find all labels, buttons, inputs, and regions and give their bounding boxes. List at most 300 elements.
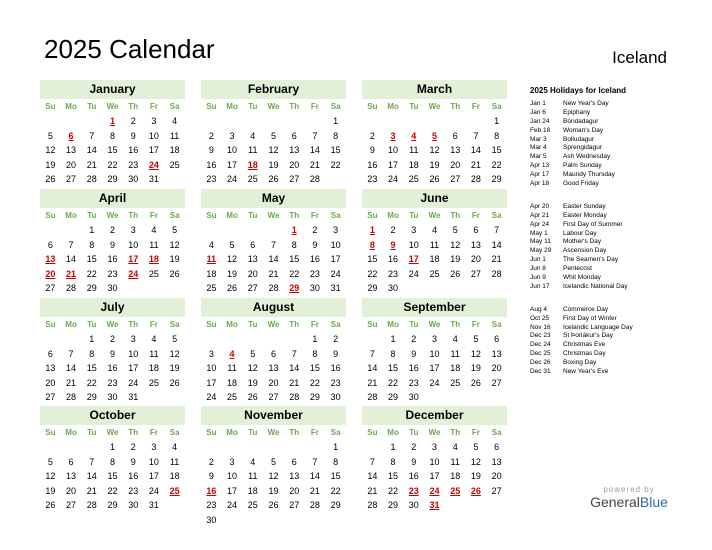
day-cell: 3 bbox=[411, 225, 417, 235]
holiday-date: Apr 21 bbox=[530, 211, 550, 219]
holiday-row bbox=[530, 324, 700, 333]
empty-cell bbox=[242, 440, 263, 455]
day-cell: 9 bbox=[312, 239, 318, 250]
day-cell: 13 bbox=[247, 254, 258, 264]
day-cell: 16 bbox=[107, 363, 118, 373]
weekday-label: Tu bbox=[248, 320, 258, 329]
weekday-label: Mo bbox=[226, 320, 238, 329]
weekday-label: Tu bbox=[409, 320, 419, 329]
day-cell: 4 bbox=[151, 334, 157, 344]
day-cell: 26 bbox=[227, 283, 238, 293]
day-cell: 25 bbox=[206, 283, 217, 293]
day-cell: 1 bbox=[89, 225, 95, 235]
day-cell: 23 bbox=[408, 377, 419, 388]
day-cell: 14 bbox=[309, 145, 320, 155]
day-cell: 26 bbox=[169, 377, 180, 388]
holiday-day-cell: 1 bbox=[291, 225, 297, 235]
day-cell: 21 bbox=[309, 485, 320, 496]
day-cell: 2 bbox=[130, 116, 136, 126]
day-cell: 27 bbox=[491, 377, 502, 388]
day-cell: 16 bbox=[408, 471, 419, 481]
month-header: October bbox=[40, 406, 185, 425]
weekday-label: Tu bbox=[248, 102, 258, 111]
day-cell: 28 bbox=[66, 392, 77, 402]
day-cell: 28 bbox=[86, 174, 97, 184]
day-cell: 29 bbox=[107, 500, 118, 510]
day-cell: 12 bbox=[429, 145, 440, 155]
day-cell: 16 bbox=[107, 254, 118, 264]
day-cell: 24 bbox=[330, 268, 341, 279]
day-cell: 25 bbox=[408, 174, 419, 184]
day-cell: 5 bbox=[270, 456, 276, 467]
day-cell: 15 bbox=[107, 145, 118, 155]
day-cell: 6 bbox=[291, 130, 297, 141]
day-cell: 6 bbox=[473, 225, 479, 235]
holiday-row bbox=[530, 256, 700, 265]
day-cell: 12 bbox=[268, 471, 279, 481]
day-cell: 9 bbox=[411, 456, 417, 467]
day-cell: 25 bbox=[247, 500, 258, 510]
day-cell: 22 bbox=[86, 377, 97, 388]
weekday-label: Su bbox=[45, 102, 56, 111]
day-cell: 8 bbox=[333, 130, 339, 141]
day-cell: 8 bbox=[390, 348, 396, 359]
day-cell: 23 bbox=[107, 268, 118, 279]
holiday-row bbox=[530, 153, 700, 162]
day-cell: 3 bbox=[229, 456, 235, 467]
day-cell: 3 bbox=[431, 334, 437, 344]
holiday-name: Boxing Day bbox=[563, 359, 597, 367]
empty-cell bbox=[81, 440, 102, 455]
month-grid bbox=[362, 99, 507, 201]
day-cell: 14 bbox=[309, 471, 320, 481]
day-cell: 26 bbox=[45, 174, 56, 184]
day-cell: 14 bbox=[86, 145, 97, 155]
day-cell: 10 bbox=[148, 130, 159, 141]
day-cell: 1 bbox=[312, 334, 318, 344]
day-cell: 26 bbox=[268, 174, 279, 184]
weekday-label: Mo bbox=[387, 320, 399, 329]
holiday-row bbox=[530, 247, 700, 256]
day-cell: 11 bbox=[248, 145, 258, 155]
holiday-date: Apr 24 bbox=[530, 220, 550, 228]
empty-cell bbox=[61, 114, 82, 129]
empty-cell bbox=[284, 114, 305, 129]
day-cell: 20 bbox=[289, 159, 300, 170]
holiday-name: The Seamen's Day bbox=[563, 256, 619, 264]
day-cell: 18 bbox=[247, 485, 258, 496]
day-cell: 28 bbox=[268, 283, 279, 293]
weekday-label: Su bbox=[367, 211, 378, 220]
holiday-row bbox=[530, 118, 700, 127]
holiday-row bbox=[530, 203, 700, 212]
holiday-day-cell: 18 bbox=[247, 159, 258, 170]
day-cell: 17 bbox=[388, 159, 399, 170]
page-title: 2025 Calendar bbox=[44, 34, 215, 64]
day-cell: 30 bbox=[388, 283, 399, 293]
month-november bbox=[201, 406, 346, 527]
empty-cell bbox=[222, 114, 243, 129]
day-cell: 19 bbox=[470, 471, 481, 481]
day-cell: 17 bbox=[330, 254, 341, 264]
empty-cell bbox=[61, 440, 82, 455]
day-cell: 11 bbox=[429, 239, 440, 250]
brand-name bbox=[588, 494, 670, 510]
day-cell: 12 bbox=[450, 239, 461, 250]
day-cell: 1 bbox=[333, 442, 339, 452]
day-cell: 7 bbox=[68, 348, 74, 359]
empty-cell bbox=[201, 223, 222, 238]
day-cell: 22 bbox=[289, 268, 300, 279]
day-cell: 29 bbox=[86, 283, 97, 293]
day-cell: 29 bbox=[367, 283, 378, 293]
holiday-row bbox=[530, 283, 700, 292]
weekday-label: We bbox=[267, 211, 280, 220]
holiday-row bbox=[530, 230, 700, 239]
holiday-name: St Þorlákur's Day bbox=[563, 332, 614, 340]
weekday-label: We bbox=[267, 102, 280, 111]
brand-name-part2: Blue bbox=[639, 494, 668, 510]
holiday-name: Whit Monday bbox=[563, 274, 601, 282]
holiday-row bbox=[530, 100, 700, 109]
month-header: November bbox=[201, 406, 346, 425]
day-cell: 18 bbox=[429, 254, 440, 264]
day-cell: 20 bbox=[268, 377, 279, 388]
month-march bbox=[362, 80, 507, 201]
day-cell: 27 bbox=[247, 283, 258, 293]
empty-cell bbox=[242, 114, 263, 129]
month-december bbox=[362, 406, 507, 513]
day-cell: 4 bbox=[172, 116, 178, 126]
month-grid bbox=[362, 317, 507, 405]
empty-cell bbox=[305, 440, 326, 455]
empty-cell bbox=[40, 440, 61, 455]
day-cell: 2 bbox=[390, 225, 396, 235]
day-cell: 22 bbox=[367, 268, 378, 279]
day-cell: 10 bbox=[128, 239, 139, 250]
day-cell: 2 bbox=[333, 334, 339, 344]
country-label: Iceland bbox=[612, 48, 667, 67]
weekday-label: Su bbox=[206, 102, 217, 111]
weekday-label: Fr bbox=[149, 211, 158, 220]
day-cell: 19 bbox=[45, 159, 56, 170]
weekday-label: Mo bbox=[226, 428, 238, 437]
month-august bbox=[201, 298, 346, 419]
day-cell: 26 bbox=[268, 500, 279, 510]
weekday-label: We bbox=[428, 428, 441, 437]
holiday-name: Ascension Day bbox=[563, 247, 607, 255]
day-cell: 10 bbox=[408, 239, 419, 250]
holiday-row bbox=[530, 306, 700, 315]
day-cell: 3 bbox=[151, 116, 157, 126]
holiday-day-cell: 8 bbox=[369, 239, 375, 250]
day-cell: 9 bbox=[109, 348, 115, 359]
holiday-date: Jan 1 bbox=[530, 100, 546, 107]
weekday-label: Sa bbox=[169, 320, 180, 329]
weekday-label: Mo bbox=[387, 211, 399, 220]
day-cell: 16 bbox=[206, 159, 217, 170]
day-cell: 14 bbox=[367, 363, 378, 373]
day-cell: 22 bbox=[107, 485, 118, 496]
holiday-name: Easter Monday bbox=[563, 211, 607, 219]
day-cell: 5 bbox=[473, 442, 479, 452]
day-cell: 22 bbox=[491, 159, 502, 170]
empty-cell bbox=[362, 440, 383, 455]
day-cell: 3 bbox=[208, 348, 214, 359]
holiday-date: Aug 4 bbox=[530, 305, 547, 313]
weekday-label: Su bbox=[367, 102, 378, 111]
weekday-label: Fr bbox=[310, 428, 319, 437]
day-cell: 5 bbox=[250, 348, 256, 359]
holiday-name: Palm Sunday bbox=[563, 162, 602, 170]
day-cell: 1 bbox=[390, 334, 396, 344]
holiday-row bbox=[530, 315, 700, 324]
weekday-label: Sa bbox=[169, 428, 180, 437]
day-cell: 15 bbox=[107, 471, 118, 481]
day-cell: 6 bbox=[291, 456, 297, 467]
day-cell: 11 bbox=[169, 456, 180, 467]
holiday-date: Nov 16 bbox=[530, 323, 551, 331]
empty-cell bbox=[362, 114, 383, 129]
day-cell: 16 bbox=[408, 363, 419, 373]
day-cell: 22 bbox=[388, 485, 399, 496]
day-cell: 15 bbox=[330, 471, 341, 481]
day-cell: 29 bbox=[330, 500, 341, 510]
holiday-day-cell: 24 bbox=[128, 268, 139, 279]
day-cell: 19 bbox=[247, 377, 258, 388]
month-grid bbox=[362, 425, 507, 513]
empty-cell bbox=[222, 440, 243, 455]
month-grid bbox=[40, 99, 185, 187]
holiday-date: Dec 31 bbox=[530, 368, 551, 376]
holiday-groups bbox=[530, 100, 700, 377]
weekday-label: Sa bbox=[169, 102, 180, 111]
day-cell: 14 bbox=[289, 363, 300, 373]
day-cell: 21 bbox=[491, 254, 502, 264]
day-cell: 17 bbox=[148, 471, 159, 481]
day-cell: 17 bbox=[429, 363, 440, 373]
day-cell: 1 bbox=[109, 442, 115, 452]
holiday-row bbox=[530, 359, 700, 368]
day-cell: 19 bbox=[268, 159, 279, 170]
month-october bbox=[40, 406, 185, 513]
day-cell: 15 bbox=[388, 471, 399, 481]
holiday-row bbox=[530, 238, 700, 247]
holiday-day-cell: 11 bbox=[206, 254, 217, 264]
month-grid bbox=[201, 208, 346, 296]
weekday-label: We bbox=[106, 428, 119, 437]
day-cell: 5 bbox=[473, 334, 479, 344]
day-cell: 2 bbox=[369, 130, 375, 141]
weekday-label: Su bbox=[206, 428, 217, 437]
day-cell: 27 bbox=[470, 268, 481, 279]
holiday-day-cell: 29 bbox=[289, 283, 300, 293]
weekday-label: Fr bbox=[471, 102, 480, 111]
empty-cell bbox=[40, 114, 61, 129]
month-grid bbox=[201, 99, 346, 187]
empty-cell bbox=[263, 440, 284, 455]
day-cell: 24 bbox=[206, 392, 217, 402]
weekday-label: Fr bbox=[471, 211, 480, 220]
day-cell: 30 bbox=[408, 500, 419, 510]
holiday-row bbox=[530, 212, 700, 221]
weekday-label: Tu bbox=[87, 211, 97, 220]
day-cell: 27 bbox=[66, 174, 77, 184]
weekday-label: Th bbox=[128, 428, 139, 437]
day-cell: 27 bbox=[66, 500, 77, 510]
weekday-label: Fr bbox=[149, 320, 158, 329]
holiday-date: Dec 26 bbox=[530, 359, 551, 367]
month-grid bbox=[362, 208, 507, 296]
empty-cell bbox=[201, 440, 222, 455]
day-cell: 11 bbox=[450, 456, 460, 467]
holiday-name: Mother's Day bbox=[563, 238, 602, 246]
day-cell: 18 bbox=[450, 363, 461, 373]
weekday-label: Su bbox=[206, 211, 217, 220]
month-grid bbox=[40, 208, 185, 296]
day-cell: 29 bbox=[388, 392, 399, 402]
month-june bbox=[362, 189, 507, 296]
day-cell: 9 bbox=[208, 471, 214, 481]
day-cell: 2 bbox=[411, 334, 417, 344]
day-cell: 20 bbox=[66, 485, 77, 496]
holiday-group bbox=[530, 100, 700, 189]
holiday-date: Oct 25 bbox=[530, 314, 550, 322]
day-cell: 4 bbox=[172, 442, 178, 452]
weekday-label: Sa bbox=[330, 320, 341, 329]
day-cell: 14 bbox=[66, 363, 77, 373]
day-cell: 21 bbox=[268, 268, 279, 279]
empty-cell bbox=[61, 223, 82, 238]
holiday-name: Icelandic National Day bbox=[563, 282, 628, 290]
empty-cell bbox=[284, 440, 305, 455]
day-cell: 13 bbox=[268, 363, 279, 373]
month-grid bbox=[201, 317, 346, 419]
day-cell: 7 bbox=[369, 348, 375, 359]
weekday-label: Th bbox=[450, 102, 461, 111]
weekday-label: Mo bbox=[65, 102, 77, 111]
weekday-label: Su bbox=[367, 428, 378, 437]
month-september bbox=[362, 298, 507, 405]
day-cell: 19 bbox=[45, 485, 56, 496]
day-cell: 23 bbox=[128, 485, 139, 496]
day-cell: 13 bbox=[491, 456, 502, 467]
weekday-label: Sa bbox=[330, 428, 341, 437]
holiday-day-cell: 20 bbox=[45, 268, 56, 279]
day-cell: 11 bbox=[248, 471, 258, 481]
empty-cell bbox=[305, 114, 326, 129]
month-may bbox=[201, 189, 346, 296]
holiday-date: May 11 bbox=[530, 238, 551, 246]
day-cell: 28 bbox=[470, 174, 481, 184]
weekday-label: Th bbox=[289, 428, 300, 437]
day-cell: 8 bbox=[109, 456, 115, 467]
day-cell: 30 bbox=[309, 283, 320, 293]
empty-cell bbox=[424, 114, 445, 129]
empty-cell bbox=[81, 114, 102, 129]
empty-cell bbox=[201, 332, 222, 347]
day-cell: 4 bbox=[208, 239, 214, 250]
holiday-day-cell: 1 bbox=[109, 116, 115, 126]
holiday-day-cell: 17 bbox=[408, 254, 419, 264]
empty-cell bbox=[222, 332, 243, 347]
day-cell: 18 bbox=[408, 159, 419, 170]
holiday-name: Christmas Eve bbox=[563, 341, 606, 349]
month-april bbox=[40, 189, 185, 296]
holiday-name: Ash Wednesday bbox=[563, 153, 611, 161]
weekday-label: Fr bbox=[149, 102, 158, 111]
weekday-label: We bbox=[106, 320, 119, 329]
day-cell: 23 bbox=[128, 159, 139, 170]
weekday-label: Su bbox=[45, 211, 56, 220]
day-cell: 29 bbox=[491, 174, 502, 184]
day-cell: 13 bbox=[66, 471, 77, 481]
day-cell: 20 bbox=[470, 254, 481, 264]
weekday-label: Th bbox=[289, 211, 300, 220]
holiday-day-cell: 4 bbox=[229, 348, 235, 359]
weekday-label: Sa bbox=[491, 320, 502, 329]
holiday-row bbox=[530, 332, 700, 341]
day-cell: 2 bbox=[109, 225, 115, 235]
weekday-label: Su bbox=[45, 320, 56, 329]
day-cell: 20 bbox=[491, 363, 502, 373]
holiday-day-cell: 21 bbox=[66, 268, 77, 279]
day-cell: 31 bbox=[148, 500, 159, 510]
day-cell: 22 bbox=[330, 485, 341, 496]
weekday-label: Sa bbox=[491, 428, 502, 437]
day-cell: 11 bbox=[450, 348, 460, 359]
day-cell: 29 bbox=[86, 392, 97, 402]
day-cell: 30 bbox=[107, 392, 118, 402]
weekday-label: Tu bbox=[248, 428, 258, 437]
day-cell: 11 bbox=[169, 130, 180, 141]
day-cell: 21 bbox=[309, 159, 320, 170]
empty-cell bbox=[40, 223, 61, 238]
day-cell: 17 bbox=[206, 377, 217, 388]
holiday-group bbox=[530, 203, 700, 292]
day-cell: 15 bbox=[491, 145, 502, 155]
holiday-date: Jan 6 bbox=[530, 108, 546, 116]
holiday-day-cell: 3 bbox=[390, 130, 396, 141]
weekday-label: Sa bbox=[491, 211, 502, 220]
holiday-day-cell: 26 bbox=[470, 485, 481, 496]
holiday-day-cell: 31 bbox=[429, 500, 440, 510]
day-cell: 4 bbox=[452, 334, 458, 344]
holiday-name: Bolludagur bbox=[563, 135, 595, 143]
holiday-day-cell: 16 bbox=[206, 485, 217, 496]
day-cell: 16 bbox=[128, 145, 139, 155]
day-cell: 3 bbox=[229, 130, 235, 141]
empty-cell bbox=[403, 114, 424, 129]
day-cell: 20 bbox=[45, 377, 56, 388]
day-cell: 27 bbox=[45, 283, 56, 293]
day-cell: 28 bbox=[66, 283, 77, 293]
day-cell: 30 bbox=[107, 283, 118, 293]
day-cell: 7 bbox=[89, 456, 95, 467]
empty-cell bbox=[201, 114, 222, 129]
brand-logo bbox=[588, 485, 670, 510]
day-cell: 11 bbox=[227, 363, 237, 373]
weekday-label: Sa bbox=[330, 211, 341, 220]
day-cell: 12 bbox=[45, 145, 56, 155]
holiday-date: Apr 20 bbox=[530, 202, 550, 210]
day-cell: 15 bbox=[86, 363, 97, 373]
day-cell: 26 bbox=[470, 377, 481, 388]
day-cell: 26 bbox=[45, 500, 56, 510]
month-header: September bbox=[362, 298, 507, 317]
holiday-group bbox=[530, 306, 700, 377]
weekday-label: Sa bbox=[330, 102, 341, 111]
